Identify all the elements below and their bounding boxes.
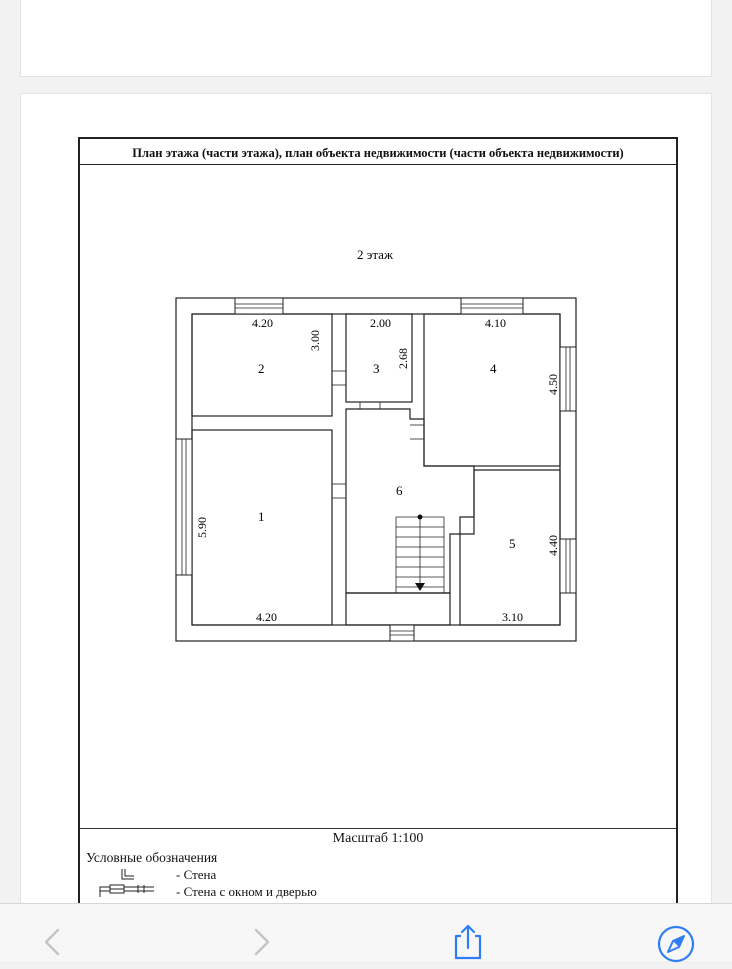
room-1-width: 4.20 (256, 610, 277, 624)
floor-plan-document (78, 137, 678, 939)
room-5-height: 4.40 (546, 535, 560, 556)
chevron-right-icon (240, 924, 284, 964)
browser-toolbar (0, 903, 732, 961)
room-2-width: 4.20 (252, 316, 273, 330)
chevron-left-icon (28, 924, 72, 964)
scale-label: Масштаб 1:100 (332, 831, 424, 846)
room-5-width: 3.10 (502, 610, 523, 624)
floor-label: 2 этаж (357, 247, 393, 262)
legend-item-wall: - Стена (176, 867, 217, 882)
scale-divider (80, 828, 676, 829)
room-2-height: 3.00 (308, 330, 322, 351)
share-button[interactable] (446, 924, 490, 964)
compass-icon (654, 924, 698, 964)
legend-symbols (94, 867, 174, 907)
room-4-height: 4.50 (546, 374, 560, 395)
room-4-width: 4.10 (485, 316, 506, 330)
safari-button[interactable] (654, 924, 698, 964)
room-3-height: 2.68 (396, 348, 410, 369)
room-number-3: 3 (373, 361, 380, 376)
legend-title: Условные обозначения (86, 850, 218, 865)
room-number-4: 4 (490, 361, 497, 376)
back-button[interactable] (28, 924, 72, 964)
room-number-6: 6 (396, 483, 403, 498)
room-number-1: 1 (258, 509, 265, 524)
room-number-2: 2 (258, 361, 265, 376)
previous-page-card (20, 0, 712, 77)
room-3-width: 2.00 (370, 316, 391, 330)
legend-item-wall-window-door: - Стена с окном и дверью (176, 884, 317, 899)
document-title: План этажа (части этажа), план объекта недвижимости (части объекта недвижимости) (80, 139, 676, 165)
room-number-5: 5 (509, 536, 516, 551)
share-icon (446, 924, 490, 964)
forward-button[interactable] (240, 924, 284, 964)
room-1-height: 5.90 (195, 517, 209, 538)
